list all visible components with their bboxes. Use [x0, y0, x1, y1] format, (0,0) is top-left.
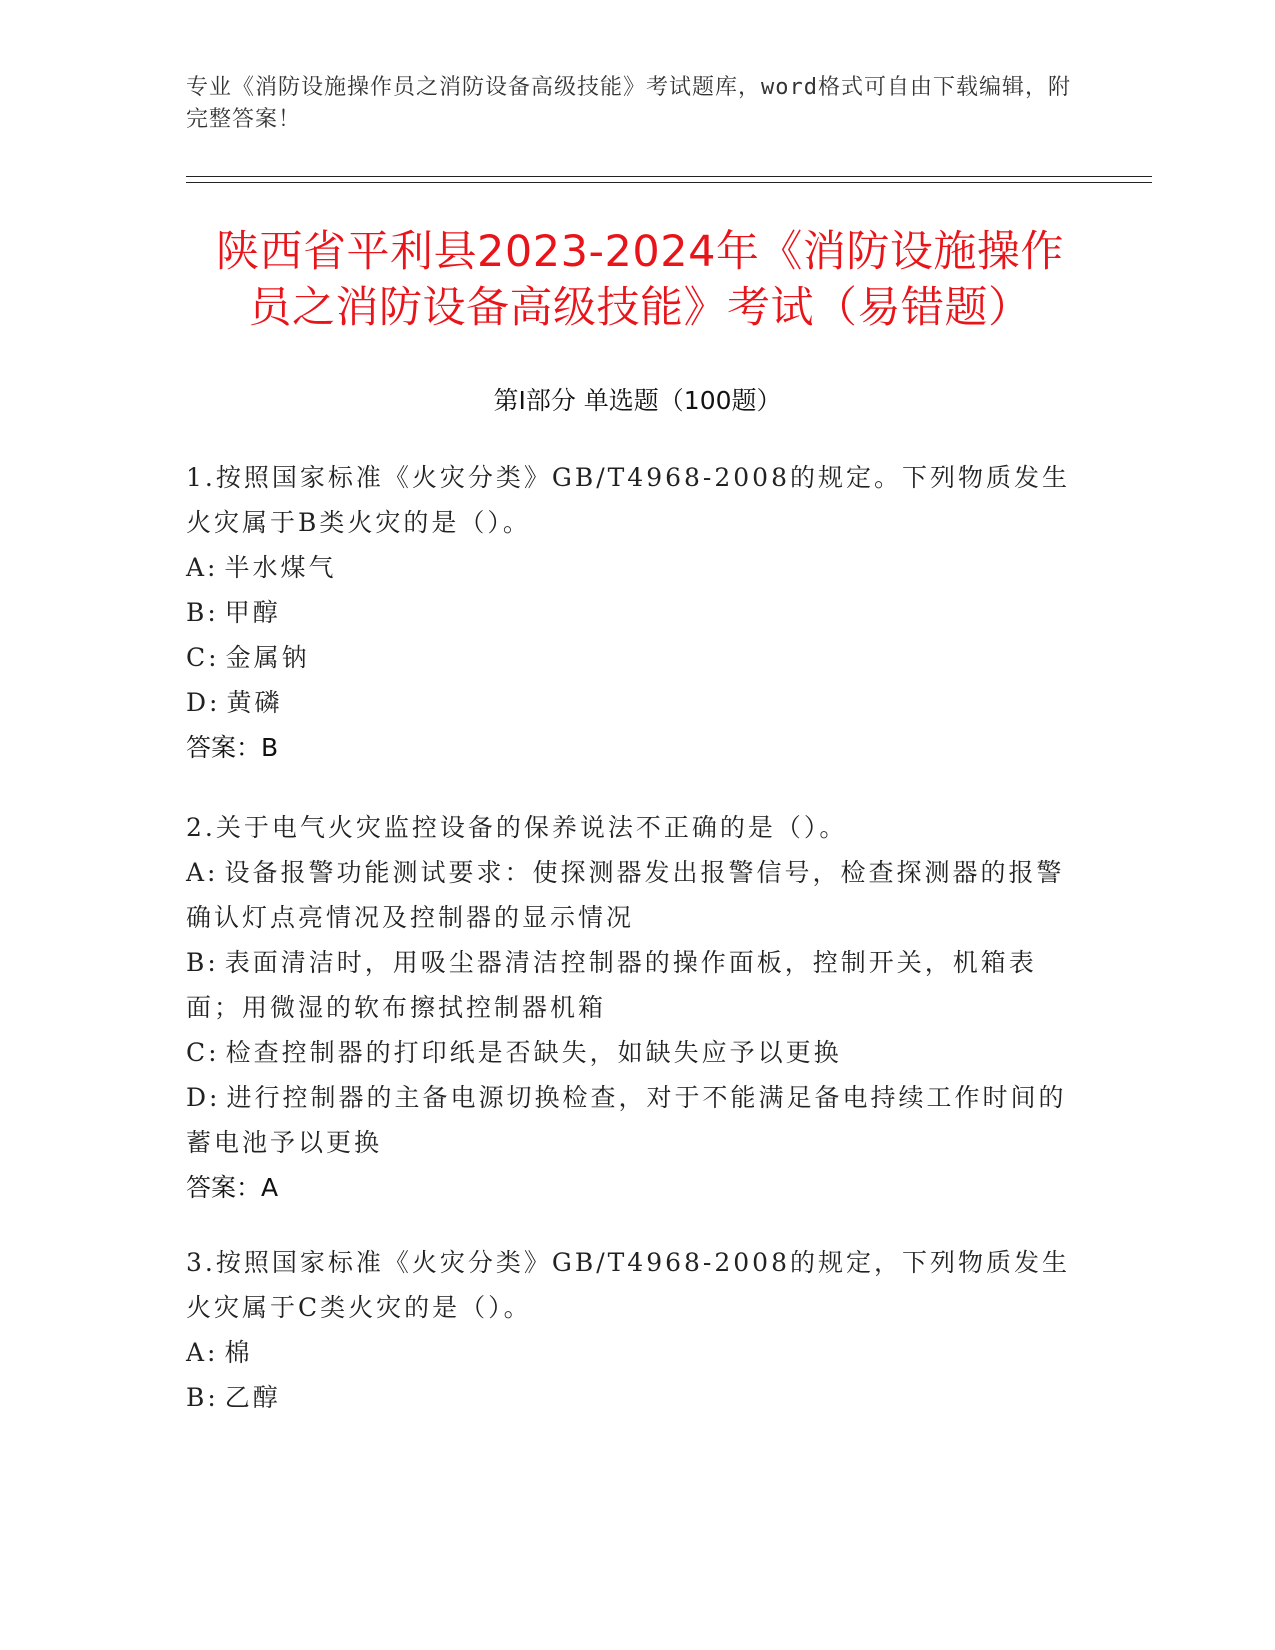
title-line-1: 陕西省平利县2023-2024年《消防设施操作	[216, 227, 1064, 277]
question-1	[186, 455, 1086, 770]
question-text: 1.按照国家标准《火灾分类》GB/T4968-2008的规定。下列物质发生火灾属于B类火灾的是（）。	[186, 463, 1070, 537]
option-b	[186, 590, 1086, 635]
option-letter: A:	[186, 858, 219, 887]
option-b	[186, 940, 1086, 1030]
option-text: 甲醇	[224, 598, 281, 627]
header-divider-bottom	[186, 182, 1152, 183]
option-letter: A:	[186, 1338, 219, 1367]
option-text: 半水煤气	[224, 553, 337, 582]
option-letter: D:	[186, 1083, 221, 1112]
section-title: 第I部分 单选题（100题）	[493, 386, 782, 415]
option-d	[186, 1075, 1086, 1165]
header-note: 专业《消防设施操作员之消防设备高级技能》考试题库，word格式可自由下载编辑，附完整答案！	[186, 75, 1071, 132]
option-text: 进行控制器的主备电源切换检查，对于不能满足备电持续工作时间的蓄电池予以更换	[186, 1083, 1067, 1157]
option-text: 棉	[224, 1338, 253, 1367]
option-letter: B:	[186, 948, 219, 977]
answer-line: 答案：A	[186, 1173, 279, 1202]
option-c	[186, 1030, 1086, 1075]
option-text: 乙醇	[224, 1383, 281, 1412]
option-a	[186, 850, 1086, 940]
option-a	[186, 545, 1086, 590]
option-c	[186, 635, 1086, 680]
option-letter: A:	[186, 553, 219, 582]
question-text: 2.关于电气火灾监控设备的保养说法不正确的是（）。	[186, 813, 848, 842]
question-2	[186, 805, 1086, 1210]
question-text: 3.按照国家标准《火灾分类》GB/T4968-2008的规定，下列物质发生火灾属于C类火灾的是（）。	[186, 1248, 1070, 1322]
option-letter: B:	[186, 1383, 219, 1412]
document-title	[190, 224, 1090, 336]
option-d	[186, 680, 1086, 725]
option-b	[186, 1375, 1086, 1420]
header-divider-top	[186, 176, 1152, 177]
option-text: 黄磷	[226, 688, 283, 717]
option-letter: C:	[186, 1038, 220, 1067]
option-letter: B:	[186, 598, 219, 627]
option-letter: C:	[186, 643, 220, 672]
option-text: 表面清洁时，用吸尘器清洁控制器的操作面板，控制开关，机箱表面；用微湿的软布擦拭控制器机箱	[186, 948, 1037, 1022]
option-text: 检查控制器的打印纸是否缺失，如缺失应予以更换	[225, 1038, 842, 1067]
option-letter: D:	[186, 688, 221, 717]
title-line-2: 员之消防设备高级技能》考试（易错题）	[248, 283, 1032, 333]
option-a	[186, 1330, 1086, 1375]
answer-line: 答案：B	[186, 733, 279, 762]
question-3	[186, 1240, 1086, 1420]
option-text: 金属钠	[225, 643, 310, 672]
option-text: 设备报警功能测试要求：使探测器发出报警信号，检查探测器的报警确认灯点亮情况及控制器的显示情况	[186, 858, 1065, 932]
